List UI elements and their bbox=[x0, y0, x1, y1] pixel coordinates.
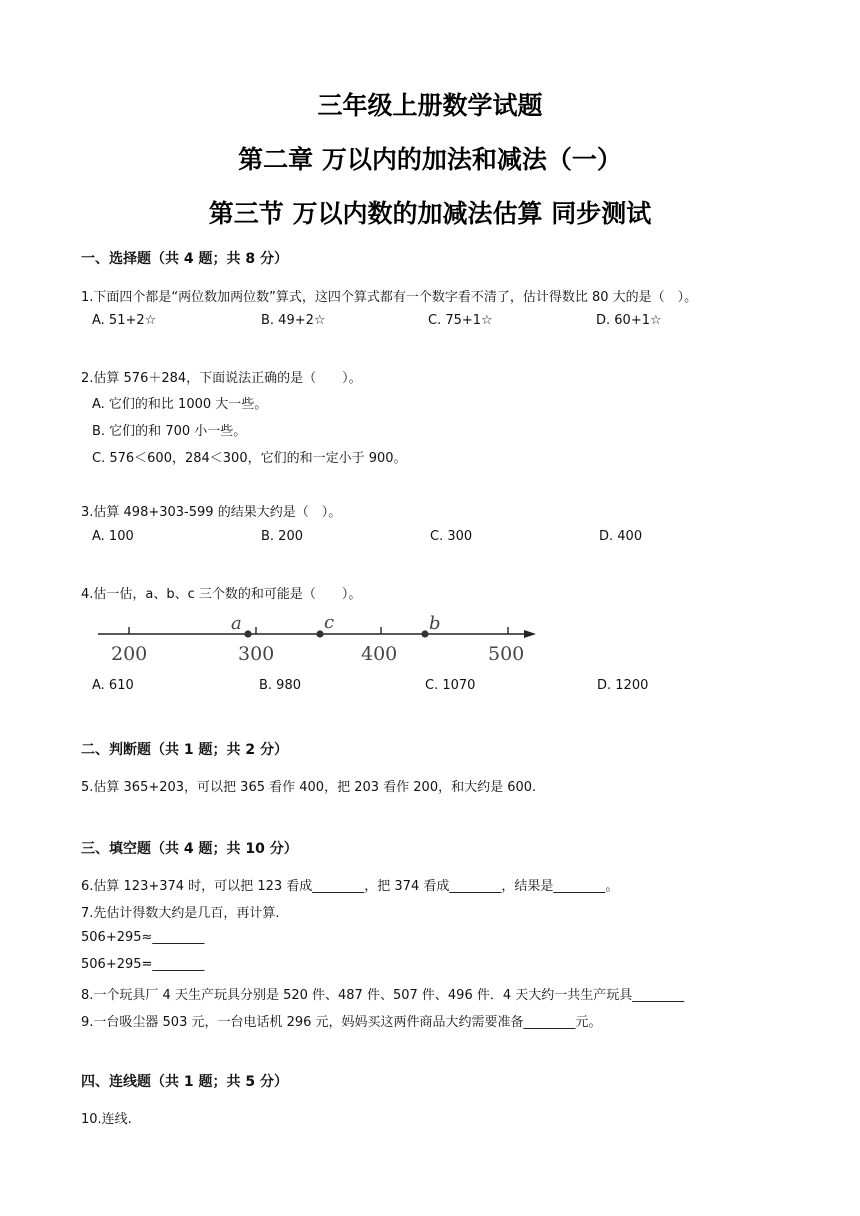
number-line-arrow bbox=[524, 630, 536, 638]
q1-option-b: B. 49+2☆ bbox=[261, 313, 326, 328]
question-1: 1.下面四个都是“两位数加两位数”算式，这四个算式都有一个数字看不清了，估计得数比 80 大的是（ ）。 bbox=[81, 290, 698, 305]
q4-option-d: D. 1200 bbox=[597, 678, 649, 693]
q2-option-c: C. 576＜600，284＜300，它们的和一定小于 900。 bbox=[92, 451, 407, 466]
page-title: 三年级上册数学试题 bbox=[317, 91, 543, 120]
point-label-b: b bbox=[429, 613, 441, 634]
q7-calc-line: 506+295=________ bbox=[81, 957, 205, 972]
q4-option-a: A. 610 bbox=[92, 678, 134, 693]
point-label-c: c bbox=[324, 612, 335, 633]
q1-option-c: C. 75+1☆ bbox=[428, 313, 493, 328]
question-5: 5.估算 365+203，可以把 365 看作 400，把 203 看作 200，和大约是 600. bbox=[81, 780, 537, 795]
number-line-figure bbox=[96, 610, 546, 670]
q1-option-d: D. 60+1☆ bbox=[596, 313, 662, 328]
section-heading-judge: 二、判断题（共 1 题；共 2 分） bbox=[81, 742, 288, 758]
point-c bbox=[316, 630, 323, 637]
q4-option-c: C. 1070 bbox=[425, 678, 476, 693]
q4-option-b: B. 980 bbox=[259, 678, 301, 693]
point-b bbox=[421, 630, 428, 637]
tick-label-500: 500 bbox=[488, 643, 525, 665]
section-heading-choice: 一、选择题（共 4 题；共 8 分） bbox=[81, 251, 288, 267]
question-2: 2.估算 576＋284，下面说法正确的是（ ）。 bbox=[81, 371, 362, 386]
section-heading-fill: 三、填空题（共 4 题；共 10 分） bbox=[81, 841, 298, 857]
q1-option-a: A. 51+2☆ bbox=[92, 313, 157, 328]
chapter-title: 第二章 万以内的加法和减法（一） bbox=[238, 145, 622, 174]
question-9: 9.一台吸尘器 503 元，一台电话机 296 元，妈妈买这两件商品大约需要准备________元。 bbox=[81, 1015, 602, 1030]
section-title: 第三节 万以内数的加减法估算 同步测试 bbox=[208, 199, 652, 228]
question-7: 7.先估计得数大约是几百，再计算. bbox=[81, 906, 280, 921]
point-label-a: a bbox=[231, 613, 242, 634]
q7-estimate-line: 506+295≈________ bbox=[81, 930, 205, 945]
tick-label-200: 200 bbox=[111, 643, 148, 665]
q3-option-a: A. 100 bbox=[92, 529, 134, 544]
point-a bbox=[244, 630, 251, 637]
question-3: 3.估算 498+303-599 的结果大约是（ ）。 bbox=[81, 505, 342, 520]
question-8: 8.一个玩具厂 4 天生产玩具分别是 520 件、487 件、507 件、496 件．4 天大约一共生产玩具________ bbox=[81, 988, 685, 1003]
question-10: 10.连线. bbox=[81, 1112, 132, 1127]
tick-label-300: 300 bbox=[238, 643, 275, 665]
question-6: 6.估算 123+374 时，可以把 123 看成________，把 374 看成________，结果是________。 bbox=[81, 879, 619, 894]
q3-option-b: B. 200 bbox=[261, 529, 303, 544]
q2-option-b: B. 它们的和 700 小一些。 bbox=[92, 424, 247, 439]
section-heading-match: 四、连线题（共 1 题；共 5 分） bbox=[81, 1074, 288, 1090]
q3-option-d: D. 400 bbox=[599, 529, 643, 544]
q2-option-a: A. 它们的和比 1000 大一些。 bbox=[92, 397, 268, 412]
tick-label-400: 400 bbox=[361, 643, 398, 665]
question-4: 4.估一估，a、b、c 三个数的和可能是（ ）。 bbox=[81, 587, 362, 602]
q3-option-c: C. 300 bbox=[430, 529, 473, 544]
